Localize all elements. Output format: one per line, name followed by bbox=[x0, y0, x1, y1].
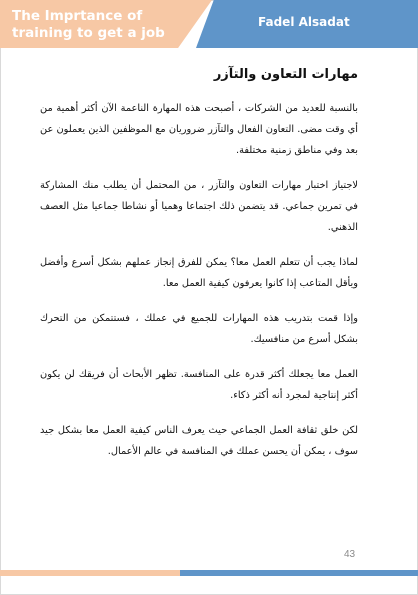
section-body bbox=[40, 64, 358, 476]
paragraph: بالنسبة للعديد من الشركات ، أصبحت هذه المهارة الناعمة الآن أكثر أهمية من أي وقت مضى. التعاون الفعال والتآزر ضروريان مع الموظفين الذين يعملون عن بعد وفي مناطق زمنية مختلفة. bbox=[40, 103, 358, 156]
footer-blue-line bbox=[180, 570, 418, 576]
paragraph: لكن خلق ثقافة العمل الجماعي حيث يعرف الناس كيفية العمل معا بشكل جيد سوف ، يمكن أن يحسن عملك في المنافسة في عالم الأعمال. bbox=[40, 425, 358, 457]
page-number: 43 bbox=[344, 549, 356, 560]
footer-peach-line bbox=[0, 570, 180, 576]
paragraph: لاجتياز اختبار مهارات التعاون والتآزر ، من المحتمل أن يطلب منك المشاركة في تمرين جماعي. قد يتضمن ذلك اجتماعا وهميا أو نشاطا جماعيا مثل العصف الذهني. bbox=[40, 180, 358, 233]
header-book-title: The Imprtance of training to get a job bbox=[12, 8, 165, 41]
paragraph: وإذا قمت بتدريب هذه المهارات للجميع في عملك ، فستتمكن من التحرك بشكل أسرع من منافسيك. bbox=[40, 313, 358, 345]
section-heading: مهارات التعاون والتآزر bbox=[213, 67, 358, 82]
page-header bbox=[0, 0, 418, 48]
paragraph: العمل معا يجعلك أكثر قدرة على المنافسة. تظهر الأبحاث أن فريقك لن يكون أكثر إنتاجية لمجرد أنه أكثر ذكاء. bbox=[40, 369, 358, 401]
header-author-name: Fadel Alsadat bbox=[258, 15, 350, 29]
paragraph: لماذا يجب أن تتعلم العمل معا؟ يمكن للفرق إنجاز عملهم بشكل أسرع وأفضل ويأقل المتاعب إذا كانوا يعرفون كيفية العمل معا. bbox=[40, 257, 358, 289]
